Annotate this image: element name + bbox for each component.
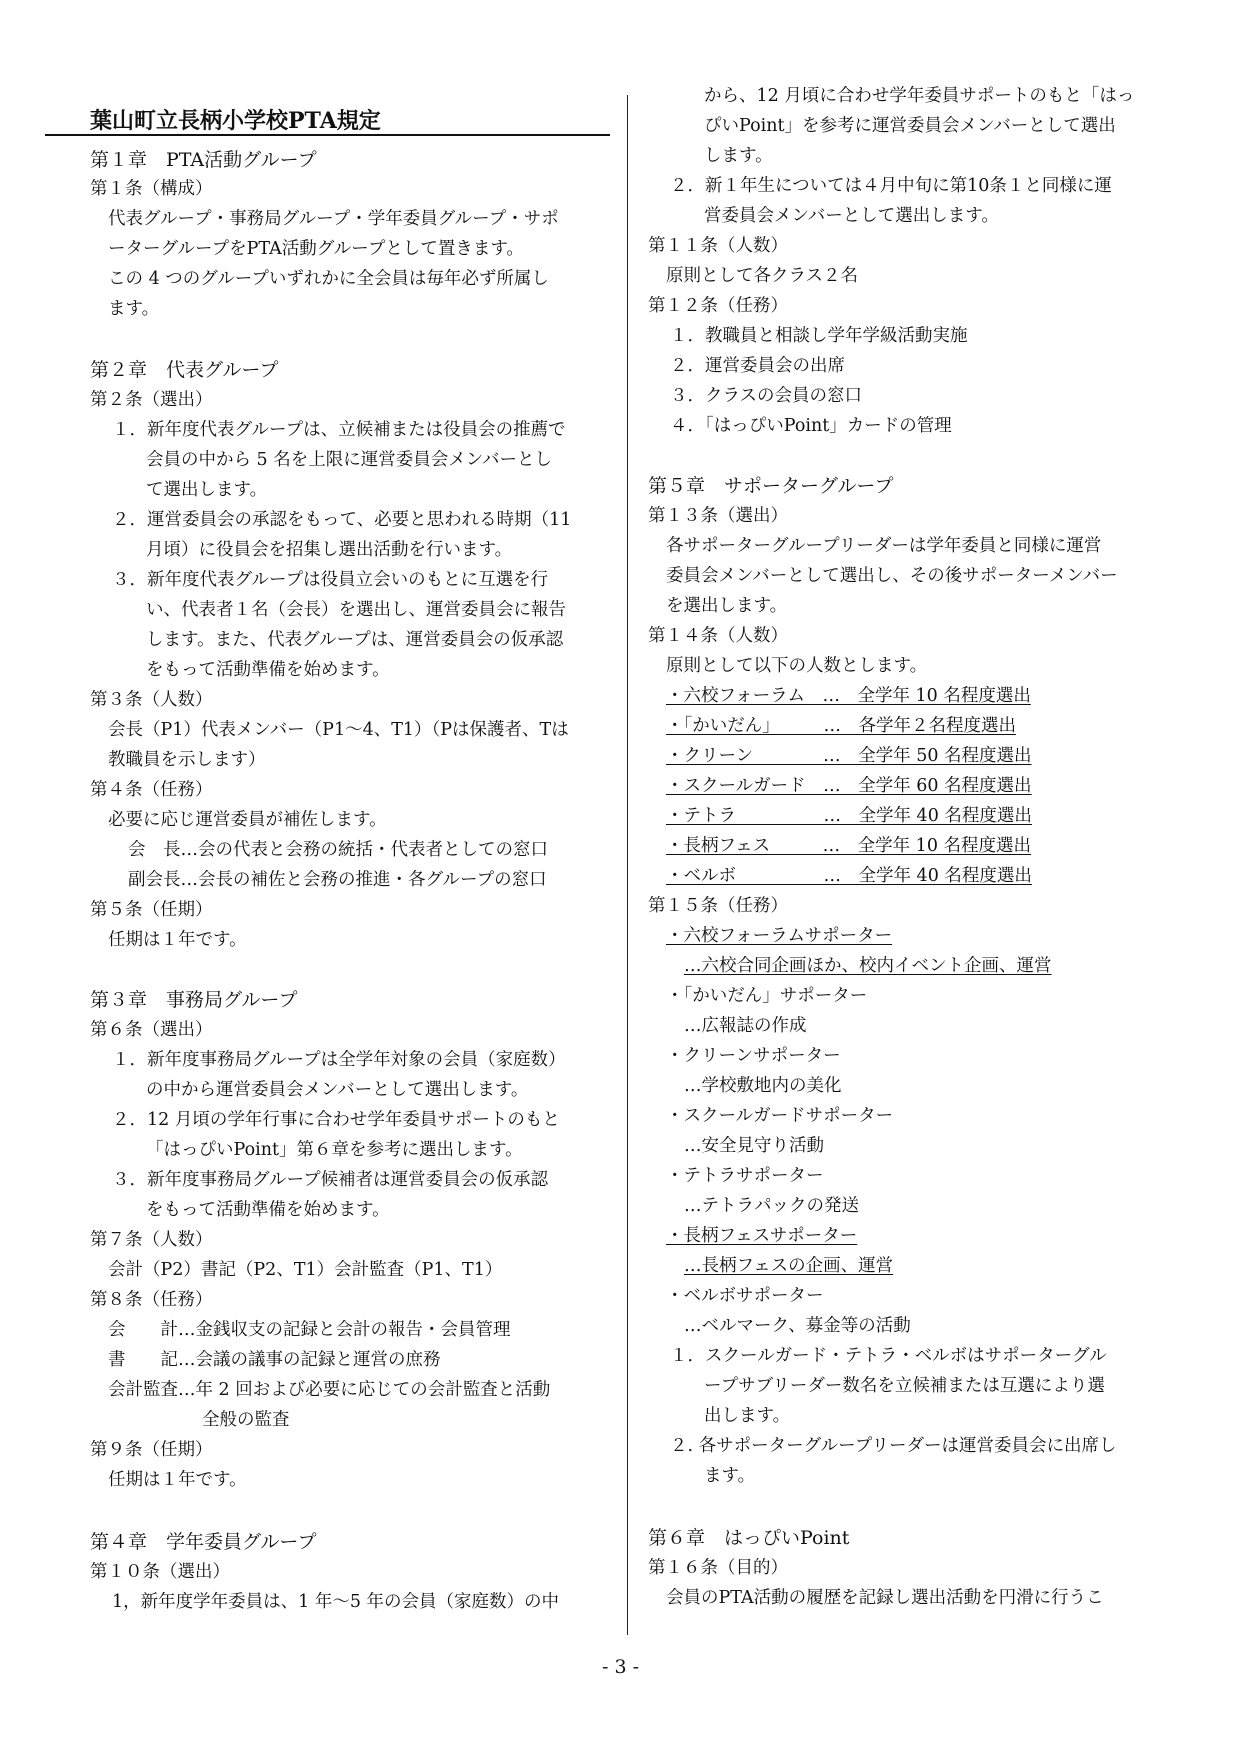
text-line: ２．運営委員会の承認をもって、必要と思われる時期（11: [112, 510, 572, 530]
chapter-heading: 第１章 PTA活動グループ: [90, 149, 317, 171]
text-line: ３．クラスの会員の窓口: [670, 386, 862, 406]
text-line: ・「かいだん」 … 各学年２名程度選出: [666, 716, 1016, 736]
text-line: 任期は１年です。: [108, 1470, 247, 1490]
text-line: の中から運営委員会メンバーとして選出します。: [146, 1080, 529, 1100]
text-line: ２．運営委員会の出席: [670, 356, 845, 376]
text-line: 第８条（任務）: [90, 1290, 213, 1310]
text-line: ます。: [704, 1466, 756, 1486]
text-line: 第５条（任期）: [90, 900, 213, 920]
text-line: ・クリーン … 全学年 50 名程度選出: [666, 746, 1032, 766]
chapter-heading: 第２章 代表グループ: [90, 359, 279, 381]
text-line: １．スクールガード・テトラ・ベルボはサポーターグル: [670, 1346, 1107, 1366]
page-number: - 3 -: [601, 1656, 639, 1678]
text-line: 第１３条（選出）: [648, 506, 788, 526]
text-line: 第１２条（任務）: [648, 296, 788, 316]
text-line: ・テトラ … 全学年 40 名程度選出: [666, 806, 1032, 826]
text-line: 第２条（選出）: [90, 390, 213, 410]
text-line: 会長（P1）代表メンバー（P1～4、T1）（Pは保護者、Tは: [108, 720, 569, 740]
text-line: 会 長…会の代表と会務の統括・代表者としての窓口: [128, 840, 548, 860]
text-line: ・ベルボ … 全学年 40 名程度選出: [666, 866, 1032, 886]
text-line: 会員の中から 5 名を上限に運営委員会メンバーとし: [146, 450, 553, 470]
text-line: 第４条（任務）: [90, 780, 213, 800]
text-line: ・スクールガードサポーター: [666, 1106, 894, 1126]
text-line: 副会長…会長の補佐と会務の推進・各グループの窓口: [128, 870, 547, 890]
text-line: 営委員会メンバーとして選出します。: [704, 206, 999, 226]
text-line: 1，新年度学年委員は、1 年～5 年の会員（家庭数）の中: [112, 1592, 560, 1612]
text-line: ・ベルボサポーター: [666, 1286, 824, 1306]
text-line: 第１６条（目的）: [648, 1558, 788, 1578]
text-line: 会 計…金銭収支の記録と会計の報告・会員管理: [108, 1320, 511, 1340]
text-line: ーターグループをPTA活動グループとして置きます。: [108, 239, 524, 259]
text-line: 書 記…会議の議事の記録と運営の庶務: [108, 1350, 441, 1370]
text-line: …安全見守り活動: [684, 1136, 824, 1156]
text-line: を選出します。: [666, 596, 788, 616]
text-line: ・テトラサポーター: [666, 1166, 824, 1186]
text-line: ２．新１年生については４月中旬に第10条１と同様に運: [670, 176, 1112, 196]
text-line: ・「かいだん」サポーター: [666, 986, 868, 1006]
text-line: この 4 つのグループいずれかに全会員は毎年必ず所属し: [108, 269, 549, 289]
text-line: 第９条（任期）: [90, 1440, 213, 1460]
text-line: 原則として各クラス２名: [666, 266, 858, 286]
text-line: 各サポーターグループリーダーは学年委員と同様に運営: [666, 536, 1102, 556]
text-line: 必要に応じ運営委員が補佐します。: [108, 810, 387, 830]
text-line: １．教職員と相談し学年学級活動実施: [670, 326, 968, 346]
text-line: ・クリーンサポーター: [666, 1046, 841, 1066]
text-line: ３．新年度事務局グループ候補者は運営委員会の仮承認: [112, 1170, 549, 1190]
text-line: ・長柄フェス … 全学年 10 名程度選出: [666, 836, 1032, 856]
text-line: 第６条（選出）: [90, 1020, 213, 1040]
document-title: 葉山町立長柄小学校PTA規定: [90, 108, 381, 134]
chapter-heading: 第３章 事務局グループ: [90, 989, 298, 1011]
text-line: 代表グループ・事務局グループ・学年委員グループ・サポ: [108, 209, 559, 229]
text-line: …ベルマーク、募金等の活動: [684, 1316, 911, 1336]
text-line: 出します。: [704, 1406, 791, 1426]
text-line: １．新年度代表グループは、立候補または役員会の推薦で: [112, 420, 566, 440]
text-line: 任期は１年です。: [108, 930, 247, 950]
text-line: ２．12 月頃の学年行事に合わせ学年委員サポートのもと: [112, 1110, 560, 1130]
text-line: します。また、代表グループは、運営委員会の仮承認: [146, 630, 564, 650]
text-line: １．新年度事務局グループは全学年対象の会員（家庭数）: [112, 1050, 566, 1070]
text-line: …広報誌の作成: [684, 1016, 807, 1036]
text-line: から、12 月頃に合わせ学年委員サポートのもと「はっ: [704, 86, 1135, 106]
text-line: 委員会メンバーとして選出し、その後サポーターメンバー: [666, 566, 1118, 586]
text-line: ３．新年度代表グループは役員立会いのもとに互選を行: [112, 570, 549, 590]
text-line: ・長柄フェスサポーター: [666, 1226, 858, 1246]
text-line: ・六校フォーラムサポーター: [666, 926, 893, 946]
text-line: をもって活動準備を始めます。: [146, 1200, 390, 1220]
text-line: 第１０条（選出）: [90, 1562, 230, 1582]
text-line: 月頃）に役員会を招集し選出活動を行います。: [146, 540, 513, 560]
text-line: 第３条（人数）: [90, 690, 213, 710]
text-line: て選出します。: [146, 480, 268, 500]
text-line: 会計（P2）書記（P2、T1）会計監査（P1、T1）: [108, 1260, 503, 1280]
text-line: ２. 各サポーターグループリーダーは運営委員会に出席し: [670, 1436, 1117, 1456]
text-line: …学校敷地内の美化: [684, 1076, 842, 1096]
text-line: ぴいPoint」を参考に運営委員会メンバーとして選出: [704, 116, 1116, 136]
text-line: 第１５条（任務）: [648, 896, 788, 916]
text-line: 第７条（人数）: [90, 1230, 213, 1250]
chapter-heading: 第６章 はっぴいPoint: [648, 1527, 850, 1549]
text-line: 第１条（構成）: [90, 179, 213, 199]
text-line: 会員のPTA活動の履歴を記録し選出活動を円滑に行うこ: [666, 1588, 1104, 1608]
title-underline: [45, 134, 610, 136]
chapter-heading: 第５章 サポーターグループ: [648, 475, 894, 497]
text-line: します。: [704, 146, 773, 166]
text-line: 会計監査…年 2 回および必要に応じての会計監査と活動: [108, 1380, 551, 1400]
text-line: 原則として以下の人数とします。: [666, 656, 928, 676]
text-line: 教職員を示します）: [108, 750, 266, 770]
column-divider: [627, 95, 628, 1635]
text-line: ・六校フォーラム … 全学年 10 名程度選出: [666, 686, 1031, 706]
chapter-heading: 第４章 学年委員グループ: [90, 1531, 317, 1553]
text-line: 「はっぴいPoint」第６章を参考に選出します。: [146, 1140, 523, 1160]
text-line: ープサブリーダー数名を立候補または互選により選: [704, 1376, 1105, 1396]
text-line: ４．「はっぴいPoint」カードの管理: [670, 416, 952, 436]
text-line: 第１１条（人数）: [648, 236, 788, 256]
text-line: ます。: [108, 299, 160, 319]
text-line: をもって活動準備を始めます。: [146, 660, 390, 680]
text-line: 第１４条（人数）: [648, 626, 788, 646]
text-line: い、代表者１名（会長）を選出し、運営委員会に報告: [146, 600, 566, 620]
text-line: ・スクールガード … 全学年 60 名程度選出: [666, 776, 1032, 796]
text-line: …テトラパックの発送: [684, 1196, 859, 1216]
text-line: 全般の監査: [202, 1410, 290, 1430]
text-line: …六校合同企画ほか、校内イベント企画、運営: [684, 956, 1052, 976]
text-line: …長柄フェスの企画、運営: [684, 1256, 894, 1276]
